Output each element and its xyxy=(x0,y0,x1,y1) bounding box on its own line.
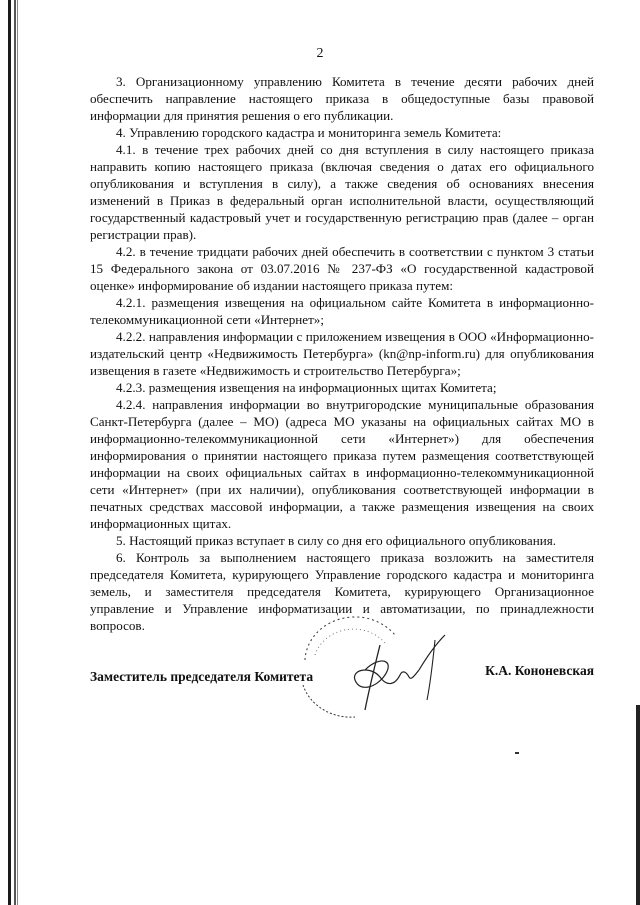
paragraph-5: 5. Настоящий приказ вступает в силу со дня его официального опубликования. xyxy=(116,533,557,548)
signature-block xyxy=(90,659,594,699)
paragraph-4: 4. Управлению городского кадастра и мониторинга земель Комитета: xyxy=(116,125,502,140)
paragraph-6: 6. Контроль за выполнением настоящего приказа возложить на заместителя председателя Комитета, курирующего Управление городского кадастра и мониторинга земель, и заместителя председателя Комитета, курирующего Организационное управление и Управление информатизации и автоматизации, по принадлежности вопросов. xyxy=(90,550,594,633)
paragraph-4-2-3: 4.2.3. размещения извещения на информационных щитах Комитета; xyxy=(116,380,497,395)
scan-edge-left xyxy=(6,0,20,905)
scan-edge-right xyxy=(636,705,640,905)
signer-title: Заместитель председателя Комитета xyxy=(90,669,314,684)
document-body xyxy=(90,73,594,634)
scan-mark xyxy=(515,752,519,754)
paragraph-4-2-2: 4.2.2. направления информации с приложением извещения в ООО «Информационно-издательский центр «Недвижимость Петербурга» (kn@np-inform.ru) для опубликования извещения в газете «Недвижимость и строительство Петербурга»; xyxy=(90,329,594,378)
paragraph-4-2-4: 4.2.4. направления информации во внутригородские муниципальные образования Санкт-Петербурга (далее – МО) (адреса МО указаны на официальных сайтах МО в информационно-телекоммуникационной сети «Интернет») для обеспечения информирования о принятии настоящего приказа путем размещения соответствующей информации на своих официальных сайтах в информационно-телекоммуникационной сети «Интернет» (при их наличии), опубликования соответствующей информации в печатных средствах массовой информации, а также размещения извещения на своих информационных щитах. xyxy=(90,397,594,531)
paragraph-4-2-1: 4.2.1. размещения извещения на официальном сайте Комитета в информационно-телекоммуникационной сети «Интернет»; xyxy=(90,295,594,327)
paragraph-4-1: 4.1. в течение трех рабочих дней со дня вступления в силу настоящего приказа направить копию настоящего приказа (включая сведения о датах его официального опубликования и вступления в силу), а также сведения об основаниях внесения изменений в Приказ в федеральный орган исполнительной власти, осуществляющий государственный кадастровый учет и государственную регистрацию прав (далее – орган регистрации прав). xyxy=(90,142,594,242)
signer-name: К.А. Кононевская xyxy=(485,663,594,678)
page-number: 2 xyxy=(316,46,324,61)
paragraph-3: 3. Организационному управлению Комитета в течение десяти рабочих дней обеспечить направление настоящего приказа в общедоступные базы правовой информации для принятия решения о его публикации. xyxy=(90,74,594,123)
paragraph-4-2: 4.2. в течение тридцати рабочих дней обеспечить в соответствии с пунктом 3 статьи 15 Федерального закона от 03.07.2016 № 237-ФЗ «О государственной кадастровой оценке» информирование об издании настоящего приказа путем: xyxy=(90,244,594,293)
